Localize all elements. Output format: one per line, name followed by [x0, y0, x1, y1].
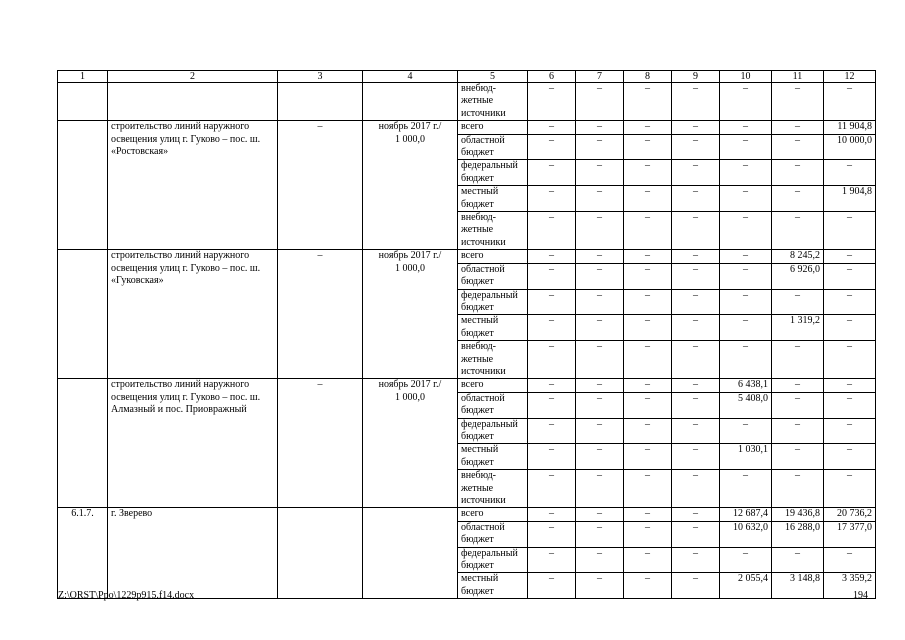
value-cell: –: [772, 134, 824, 160]
value-cell: –: [824, 160, 876, 186]
column-header: 7: [576, 71, 624, 83]
col3-cell: –: [278, 250, 363, 379]
value-cell: –: [624, 521, 672, 547]
value-cell: –: [772, 379, 824, 392]
value-cell: –: [528, 134, 576, 160]
item-name-cell: строительство линий наружного освещения улиц г. Гуково – пос. ш. «Гуковская»: [108, 250, 278, 379]
value-cell: –: [528, 289, 576, 315]
value-cell: –: [824, 250, 876, 263]
header-row: [58, 71, 876, 83]
value-cell: –: [720, 547, 772, 573]
value-cell: –: [528, 250, 576, 263]
funding-source-cell: местный бюджет: [458, 315, 528, 341]
col3-cell: –: [278, 379, 363, 508]
value-cell: 1 904,8: [824, 186, 876, 212]
value-cell: –: [576, 341, 624, 379]
value-cell: –: [720, 263, 772, 289]
value-cell: –: [720, 470, 772, 508]
column-header: 2: [108, 71, 278, 83]
funding-source-cell: внебюд- жетные источники: [458, 83, 528, 121]
column-header: 8: [624, 71, 672, 83]
value-cell: –: [576, 121, 624, 134]
deadline-cell: [363, 83, 458, 121]
funding-source-cell: федеральный бюджет: [458, 547, 528, 573]
value-cell: –: [720, 250, 772, 263]
value-cell: –: [672, 444, 720, 470]
value-cell: –: [824, 341, 876, 379]
value-cell: –: [624, 160, 672, 186]
value-cell: –: [624, 392, 672, 418]
value-cell: –: [624, 547, 672, 573]
value-cell: –: [528, 263, 576, 289]
value-cell: –: [772, 83, 824, 121]
value-cell: –: [720, 121, 772, 134]
value-cell: –: [528, 444, 576, 470]
item-number-cell: 6.1.7.: [58, 508, 108, 599]
value-cell: –: [824, 212, 876, 250]
value-cell: –: [824, 547, 876, 573]
value-cell: –: [624, 379, 672, 392]
value-cell: –: [824, 315, 876, 341]
deadline-cell: ноябрь 2017 г./ 1 000,0: [363, 121, 458, 250]
value-cell: –: [772, 418, 824, 444]
value-cell: –: [576, 521, 624, 547]
value-cell: –: [672, 521, 720, 547]
value-cell: –: [528, 121, 576, 134]
value-cell: –: [824, 470, 876, 508]
value-cell: 12 687,4: [720, 508, 772, 521]
value-cell: –: [528, 186, 576, 212]
value-cell: –: [624, 444, 672, 470]
deadline-cell: ноябрь 2017 г./ 1 000,0: [363, 250, 458, 379]
column-header: 6: [528, 71, 576, 83]
funding-source-cell: всего: [458, 379, 528, 392]
value-cell: –: [624, 470, 672, 508]
value-cell: –: [528, 379, 576, 392]
column-header: 5: [458, 71, 528, 83]
value-cell: –: [772, 470, 824, 508]
value-cell: –: [624, 83, 672, 121]
value-cell: 1 319,2: [772, 315, 824, 341]
value-cell: –: [528, 418, 576, 444]
value-cell: –: [528, 315, 576, 341]
value-cell: –: [624, 508, 672, 521]
funding-source-cell: всего: [458, 508, 528, 521]
value-cell: –: [528, 341, 576, 379]
value-cell: –: [772, 289, 824, 315]
value-cell: –: [772, 186, 824, 212]
value-cell: –: [672, 418, 720, 444]
funding-source-cell: всего: [458, 121, 528, 134]
value-cell: –: [624, 573, 672, 599]
value-cell: –: [528, 212, 576, 250]
value-cell: –: [720, 134, 772, 160]
value-cell: –: [720, 186, 772, 212]
value-cell: 5 408,0: [720, 392, 772, 418]
value-cell: –: [576, 212, 624, 250]
budget-table: [57, 70, 876, 599]
funding-source-cell: областной бюджет: [458, 521, 528, 547]
value-cell: 16 288,0: [772, 521, 824, 547]
value-cell: –: [576, 263, 624, 289]
value-cell: –: [672, 121, 720, 134]
funding-source-cell: местный бюджет: [458, 444, 528, 470]
value-cell: –: [672, 186, 720, 212]
value-cell: –: [576, 508, 624, 521]
value-cell: –: [672, 508, 720, 521]
value-cell: –: [576, 573, 624, 599]
value-cell: –: [576, 83, 624, 121]
deadline-cell: ноябрь 2017 г./ 1 000,0: [363, 379, 458, 508]
value-cell: –: [576, 444, 624, 470]
value-cell: –: [576, 470, 624, 508]
value-cell: –: [672, 315, 720, 341]
value-cell: –: [624, 418, 672, 444]
value-cell: 10 000,0: [824, 134, 876, 160]
value-cell: 2 055,4: [720, 573, 772, 599]
value-cell: –: [824, 392, 876, 418]
value-cell: –: [720, 83, 772, 121]
value-cell: –: [672, 160, 720, 186]
value-cell: –: [772, 444, 824, 470]
value-cell: –: [624, 341, 672, 379]
value-cell: 8 245,2: [772, 250, 824, 263]
footer-page-number: 194: [853, 590, 868, 601]
column-header: 9: [672, 71, 720, 83]
value-cell: –: [672, 379, 720, 392]
col3-cell: –: [278, 121, 363, 250]
table-row: [58, 508, 876, 521]
value-cell: –: [720, 289, 772, 315]
value-cell: –: [824, 418, 876, 444]
funding-source-cell: областной бюджет: [458, 134, 528, 160]
value-cell: 10 632,0: [720, 521, 772, 547]
column-header: 3: [278, 71, 363, 83]
value-cell: –: [576, 289, 624, 315]
value-cell: –: [576, 379, 624, 392]
value-cell: 11 904,8: [824, 121, 876, 134]
value-cell: –: [720, 315, 772, 341]
column-header: 12: [824, 71, 876, 83]
value-cell: –: [824, 379, 876, 392]
col3-cell: [278, 83, 363, 121]
value-cell: –: [824, 263, 876, 289]
value-cell: –: [528, 521, 576, 547]
value-cell: –: [672, 392, 720, 418]
col3-cell: [278, 508, 363, 599]
table-row: [58, 121, 876, 134]
item-number-cell: [58, 379, 108, 508]
column-header: 1: [58, 71, 108, 83]
value-cell: –: [772, 341, 824, 379]
funding-source-cell: областной бюджет: [458, 392, 528, 418]
value-cell: –: [528, 573, 576, 599]
value-cell: –: [720, 160, 772, 186]
table-row: [58, 83, 876, 121]
funding-source-cell: местный бюджет: [458, 186, 528, 212]
funding-source-cell: внебюд- жетные источники: [458, 470, 528, 508]
value-cell: –: [824, 444, 876, 470]
value-cell: –: [528, 547, 576, 573]
value-cell: –: [624, 186, 672, 212]
value-cell: –: [772, 160, 824, 186]
value-cell: –: [772, 547, 824, 573]
value-cell: –: [672, 573, 720, 599]
value-cell: –: [672, 212, 720, 250]
value-cell: 3 148,8: [772, 573, 824, 599]
table-row: [58, 379, 876, 392]
column-header: 10: [720, 71, 772, 83]
value-cell: –: [528, 160, 576, 186]
value-cell: –: [528, 470, 576, 508]
value-cell: –: [624, 134, 672, 160]
value-cell: –: [576, 250, 624, 263]
value-cell: –: [772, 392, 824, 418]
table-body: [58, 83, 876, 599]
value-cell: –: [624, 250, 672, 263]
item-name-cell: строительство линий наружного освещения улиц г. Гуково – пос. ш. «Ростовская»: [108, 121, 278, 250]
item-name-cell: г. Зверево: [108, 508, 278, 599]
value-cell: –: [720, 212, 772, 250]
funding-source-cell: внебюд- жетные источники: [458, 212, 528, 250]
value-cell: 3 359,2: [824, 573, 876, 599]
value-cell: –: [576, 315, 624, 341]
value-cell: 20 736,2: [824, 508, 876, 521]
value-cell: –: [772, 121, 824, 134]
funding-source-cell: федеральный бюджет: [458, 289, 528, 315]
value-cell: 6 926,0: [772, 263, 824, 289]
value-cell: –: [720, 341, 772, 379]
value-cell: 19 436,8: [772, 508, 824, 521]
value-cell: –: [624, 121, 672, 134]
value-cell: –: [672, 83, 720, 121]
value-cell: –: [772, 212, 824, 250]
value-cell: –: [528, 83, 576, 121]
funding-source-cell: федеральный бюджет: [458, 418, 528, 444]
value-cell: –: [672, 289, 720, 315]
value-cell: –: [824, 83, 876, 121]
item-number-cell: [58, 121, 108, 250]
value-cell: –: [576, 418, 624, 444]
value-cell: –: [576, 392, 624, 418]
value-cell: –: [672, 134, 720, 160]
value-cell: 6 438,1: [720, 379, 772, 392]
item-name-cell: [108, 83, 278, 121]
value-cell: –: [672, 547, 720, 573]
footer-file-path: Z:\ORST\Ppo\1229p915.f14.docx: [58, 590, 195, 601]
table-row: [58, 250, 876, 263]
value-cell: –: [576, 547, 624, 573]
funding-source-cell: федеральный бюджет: [458, 160, 528, 186]
column-header: 4: [363, 71, 458, 83]
item-number-cell: [58, 83, 108, 121]
value-cell: –: [576, 160, 624, 186]
funding-source-cell: областной бюджет: [458, 263, 528, 289]
value-cell: –: [624, 315, 672, 341]
funding-source-cell: внебюд- жетные источники: [458, 341, 528, 379]
value-cell: –: [624, 289, 672, 315]
funding-source-cell: всего: [458, 250, 528, 263]
value-cell: –: [528, 508, 576, 521]
item-name-cell: строительство линий наружного освещения улиц г. Гуково – пос. ш. Алмазный и пос. Приовражный: [108, 379, 278, 508]
value-cell: –: [720, 418, 772, 444]
value-cell: 17 377,0: [824, 521, 876, 547]
value-cell: –: [672, 470, 720, 508]
value-cell: –: [672, 341, 720, 379]
value-cell: 1 030,1: [720, 444, 772, 470]
column-header: 11: [772, 71, 824, 83]
value-cell: –: [576, 134, 624, 160]
deadline-cell: [363, 508, 458, 599]
value-cell: –: [576, 186, 624, 212]
value-cell: –: [672, 263, 720, 289]
item-number-cell: [58, 250, 108, 379]
funding-source-cell: местный бюджет: [458, 573, 528, 599]
value-cell: –: [528, 392, 576, 418]
value-cell: –: [624, 212, 672, 250]
value-cell: –: [824, 289, 876, 315]
value-cell: –: [624, 263, 672, 289]
value-cell: –: [672, 250, 720, 263]
